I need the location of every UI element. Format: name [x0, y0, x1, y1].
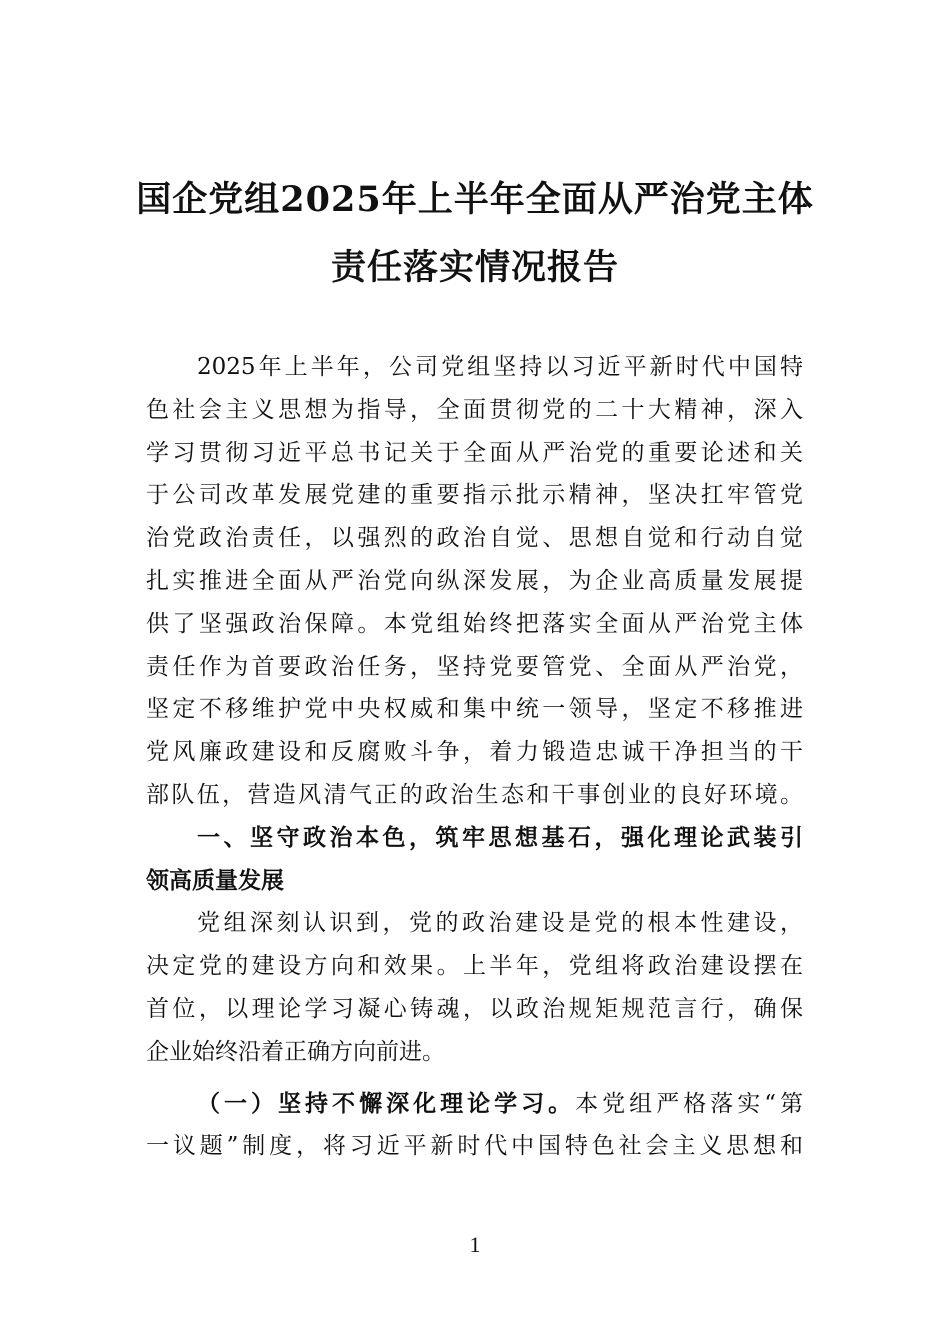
text-line: 一议题”制度，将习近平新时代中国特色社会主义思想和: [146, 1133, 803, 1160]
document-title-line-1: 国企党组2025年上半年全面从严治党主体: [136, 179, 814, 220]
text-line: 企业始终沿着正确方向前进。: [146, 1038, 445, 1065]
page-number: 1: [469, 1232, 481, 1257]
subsection-heading: （一）坚持不懈深化理论学习。: [197, 1089, 576, 1117]
text-line: 坚定不移维护党中央权威和集中统一领导，坚定不移推进: [146, 696, 803, 723]
section-heading-1: [146, 817, 803, 903]
document-body: [146, 346, 803, 1168]
text-line: 部队伍，营造风清气正的政治生态和干事创业的良好环境。: [146, 781, 803, 808]
text-line: 责任作为首要政治任务，坚持党要管党、全面从严治党，: [146, 653, 803, 680]
text-line: 2025年上半年，公司党组坚持以习近平新时代中国特: [197, 354, 803, 380]
text-line: 供了坚强政治保障。本党组始终把落实全面从严治党主体: [146, 610, 803, 637]
text-line: 扎实推进全面从严治党向纵深发展，为企业高质量发展提: [146, 567, 803, 594]
document-title-line-2: 责任落实情况报告: [330, 247, 619, 288]
text-line: 首位，以理论学习凝心铸魂，以政治规矩规范言行，确保: [146, 995, 803, 1022]
text-line: 于公司改革发展党建的重要指示批示精神，坚决扛牢管党: [146, 482, 803, 509]
text-line: 学习贯彻习近平总书记关于全面从严治党的重要论述和关: [146, 439, 803, 466]
text-line: [146, 1083, 803, 1126]
text-span: 本党组严格落实“第: [575, 1090, 803, 1117]
text-line: 决定党的建设方向和效果。上半年，党组将政治建设摆在: [146, 953, 803, 980]
text-line: 色社会主义思想为指导，全面贯彻党的二十大精神，深入: [146, 396, 803, 423]
heading-line: 一、坚守政治本色，筑牢思想基石，强化理论武装引: [197, 824, 803, 851]
heading-line: 领高质量发展: [146, 867, 284, 894]
paragraph-theory-study: [146, 1083, 803, 1169]
text-line: 党组深刻认识到，党的政治建设是党的根本性建设，: [197, 910, 803, 937]
paragraph-political-construction: [146, 902, 803, 1073]
text-line: 治党政治责任，以强烈的政治自觉、思想自觉和行动自觉: [146, 525, 803, 552]
paragraph-intro: [146, 346, 803, 817]
text-line: 党风廉政建设和反腐败斗争，着力锻造忠诚干净担当的干: [146, 739, 803, 766]
